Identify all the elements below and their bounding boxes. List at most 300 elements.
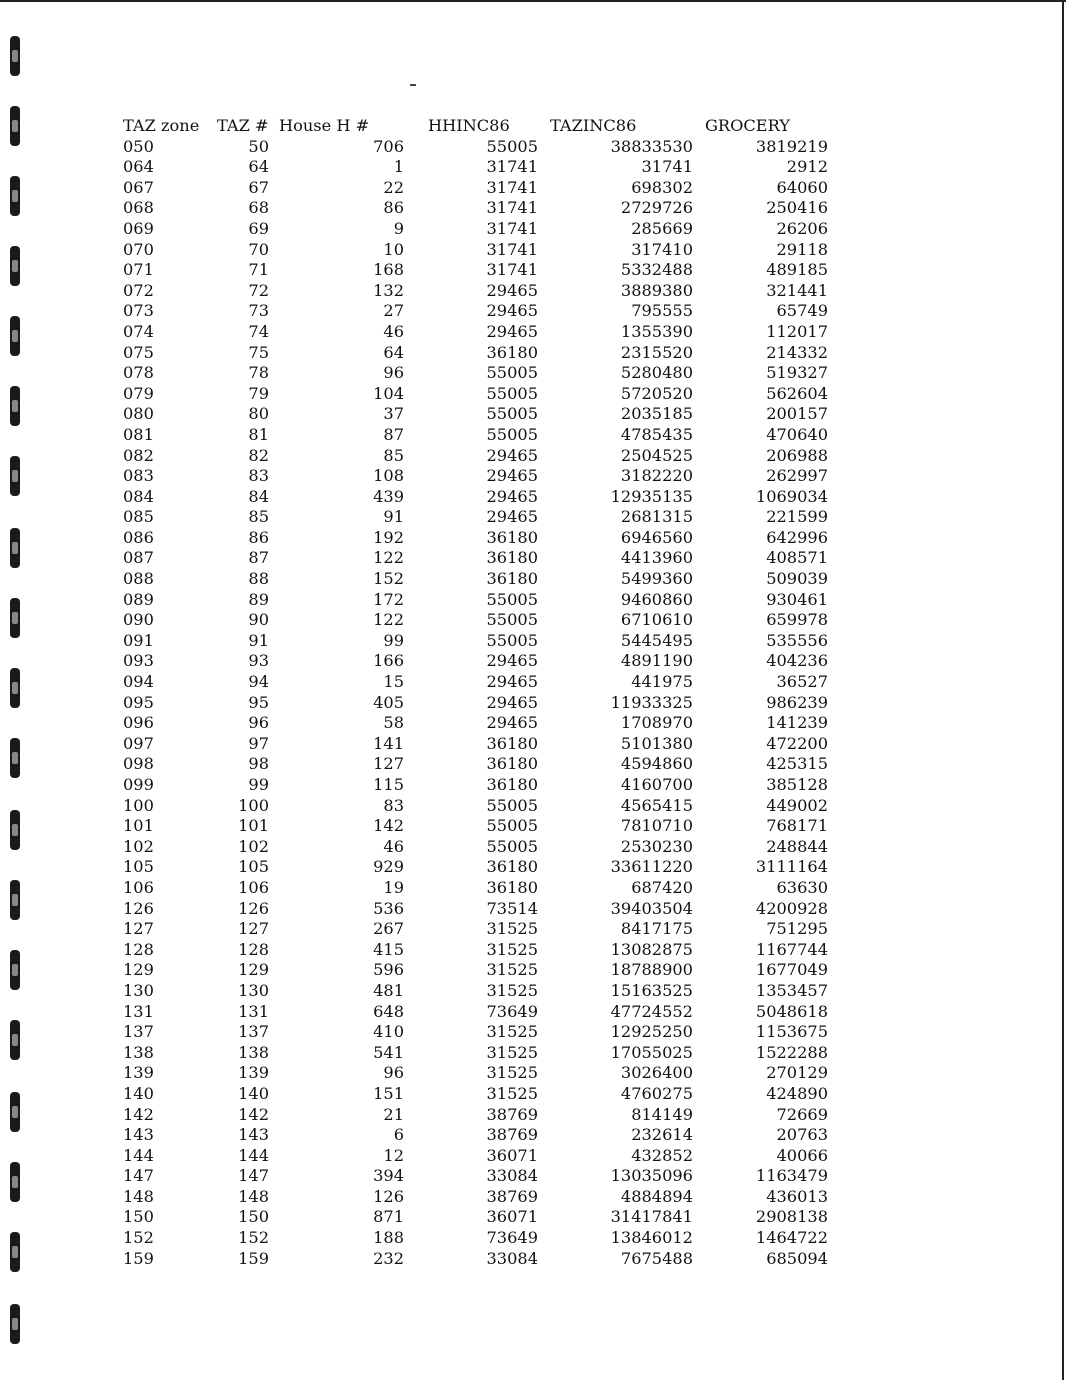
cell-taz-zone: 099 bbox=[123, 775, 154, 794]
table-row bbox=[110, 1002, 840, 1023]
cell-hhinc86: 55005 bbox=[486, 589, 538, 609]
cell-grocery: 1677049 bbox=[755, 960, 828, 980]
cell-house: 536 bbox=[373, 898, 404, 918]
cell-hhinc86: 36180 bbox=[486, 877, 538, 897]
cell-tazinc86: 33611220 bbox=[610, 857, 693, 877]
cell-grocery: 221599 bbox=[766, 507, 828, 527]
cell-taz-num: 72 bbox=[248, 280, 269, 300]
cell-taz-num: 67 bbox=[248, 177, 269, 197]
cell-grocery: 270129 bbox=[766, 1063, 828, 1083]
cell-grocery: 408571 bbox=[766, 548, 828, 568]
cell-tazinc86: 698302 bbox=[631, 177, 693, 197]
cell-house: 541 bbox=[373, 1042, 404, 1062]
cell-tazinc86: 18788900 bbox=[610, 960, 693, 980]
table-row bbox=[110, 734, 840, 755]
punch-hole bbox=[10, 668, 20, 708]
cell-hhinc86: 36180 bbox=[486, 548, 538, 568]
cell-taz-zone: 159 bbox=[123, 1248, 154, 1268]
cell-tazinc86: 317410 bbox=[631, 239, 693, 259]
cell-grocery: 1464722 bbox=[755, 1228, 828, 1248]
table-row bbox=[110, 137, 840, 158]
cell-taz-zone: 147 bbox=[123, 1166, 154, 1186]
cell-hhinc86: 55005 bbox=[486, 404, 538, 424]
cell-taz-zone: 070 bbox=[123, 239, 154, 259]
cell-taz-zone: 138 bbox=[123, 1042, 154, 1062]
punch-hole bbox=[10, 456, 20, 496]
table-row bbox=[110, 548, 840, 569]
cell-grocery: 321441 bbox=[766, 280, 828, 300]
cell-house: 86 bbox=[383, 198, 404, 218]
cell-house: 37 bbox=[383, 404, 404, 424]
punch-hole bbox=[10, 810, 20, 850]
cell-hhinc86: 29465 bbox=[486, 445, 538, 465]
cell-grocery: 26206 bbox=[776, 218, 828, 238]
table-row bbox=[110, 672, 840, 693]
cell-tazinc86: 38833530 bbox=[610, 136, 693, 156]
cell-tazinc86: 31417841 bbox=[610, 1207, 693, 1227]
cell-taz-zone: 068 bbox=[123, 198, 154, 218]
punch-hole bbox=[10, 386, 20, 426]
cell-grocery: 200157 bbox=[766, 404, 828, 424]
cell-taz-num: 91 bbox=[248, 630, 269, 650]
cell-hhinc86: 31525 bbox=[486, 1063, 538, 1083]
cell-grocery: 562604 bbox=[766, 383, 828, 403]
page-right-edge bbox=[1062, 0, 1064, 1380]
table-row bbox=[110, 425, 840, 446]
cell-taz-num: 94 bbox=[248, 672, 269, 692]
cell-grocery: 449002 bbox=[766, 795, 828, 815]
cell-grocery: 141239 bbox=[766, 713, 828, 733]
cell-tazinc86: 285669 bbox=[631, 218, 693, 238]
cell-taz-zone: 100 bbox=[123, 795, 154, 815]
cell-house: 85 bbox=[383, 445, 404, 465]
table-row bbox=[110, 260, 840, 281]
cell-house: 46 bbox=[383, 836, 404, 856]
table-row bbox=[110, 651, 840, 672]
data-table bbox=[110, 116, 840, 1269]
header-taz-num: TAZ # bbox=[217, 116, 269, 135]
cell-taz-num: 127 bbox=[238, 919, 269, 939]
table-row bbox=[110, 919, 840, 940]
cell-tazinc86: 13035096 bbox=[610, 1166, 693, 1186]
cell-house: 172 bbox=[373, 589, 404, 609]
cell-tazinc86: 9460860 bbox=[620, 589, 693, 609]
cell-grocery: 112017 bbox=[766, 321, 828, 341]
cell-tazinc86: 15163525 bbox=[610, 980, 693, 1000]
cell-taz-num: 101 bbox=[238, 816, 269, 836]
cell-hhinc86: 31525 bbox=[486, 919, 538, 939]
cell-taz-num: 82 bbox=[248, 445, 269, 465]
cell-taz-num: 83 bbox=[248, 466, 269, 486]
cell-taz-zone: 102 bbox=[123, 836, 154, 856]
cell-tazinc86: 6710610 bbox=[620, 610, 693, 630]
table-row bbox=[110, 487, 840, 508]
cell-taz-zone: 067 bbox=[123, 177, 154, 197]
cell-house: 132 bbox=[373, 280, 404, 300]
punch-hole bbox=[10, 246, 20, 286]
cell-taz-num: 102 bbox=[238, 836, 269, 856]
cell-taz-num: 96 bbox=[248, 713, 269, 733]
cell-taz-num: 71 bbox=[248, 260, 269, 280]
cell-hhinc86: 38769 bbox=[486, 1104, 538, 1124]
punch-hole bbox=[10, 316, 20, 356]
cell-grocery: 385128 bbox=[766, 775, 828, 794]
cell-tazinc86: 2035185 bbox=[620, 404, 693, 424]
cell-taz-zone: 088 bbox=[123, 569, 154, 589]
table-header-row bbox=[110, 116, 840, 137]
cell-house: 142 bbox=[373, 816, 404, 836]
cell-hhinc86: 36180 bbox=[486, 775, 538, 794]
cell-tazinc86: 2681315 bbox=[620, 507, 693, 527]
cell-taz-zone: 126 bbox=[123, 898, 154, 918]
cell-hhinc86: 29465 bbox=[486, 507, 538, 527]
cell-hhinc86: 31525 bbox=[486, 1083, 538, 1103]
cell-taz-num: 128 bbox=[238, 939, 269, 959]
cell-taz-zone: 097 bbox=[123, 733, 154, 753]
cell-hhinc86: 55005 bbox=[486, 383, 538, 403]
cell-hhinc86: 73649 bbox=[486, 1001, 538, 1021]
cell-hhinc86: 55005 bbox=[486, 836, 538, 856]
cell-taz-num: 99 bbox=[248, 775, 269, 794]
cell-taz-num: 150 bbox=[238, 1207, 269, 1227]
cell-hhinc86: 36180 bbox=[486, 857, 538, 877]
cell-taz-num: 142 bbox=[238, 1104, 269, 1124]
cell-tazinc86: 2504525 bbox=[620, 445, 693, 465]
cell-tazinc86: 2530230 bbox=[620, 836, 693, 856]
cell-taz-num: 88 bbox=[248, 569, 269, 589]
cell-tazinc86: 12935135 bbox=[610, 486, 693, 506]
cell-tazinc86: 47724552 bbox=[610, 1001, 693, 1021]
cell-taz-zone: 152 bbox=[123, 1228, 154, 1248]
cell-grocery: 65749 bbox=[776, 301, 828, 321]
cell-hhinc86: 36180 bbox=[486, 569, 538, 589]
table-row bbox=[110, 1105, 840, 1126]
cell-taz-zone: 150 bbox=[123, 1207, 154, 1227]
cell-taz-num: 147 bbox=[238, 1166, 269, 1186]
cell-grocery: 1163479 bbox=[755, 1166, 828, 1186]
cell-hhinc86: 55005 bbox=[486, 795, 538, 815]
punch-hole bbox=[10, 176, 20, 216]
cell-house: 91 bbox=[383, 507, 404, 527]
cell-house: 192 bbox=[373, 527, 404, 547]
cell-taz-num: 70 bbox=[248, 239, 269, 259]
cell-hhinc86: 29465 bbox=[486, 713, 538, 733]
cell-house: 58 bbox=[383, 713, 404, 733]
cell-hhinc86: 31525 bbox=[486, 1022, 538, 1042]
cell-grocery: 470640 bbox=[766, 424, 828, 444]
cell-tazinc86: 5720520 bbox=[620, 383, 693, 403]
cell-tazinc86: 7675488 bbox=[620, 1248, 693, 1268]
cell-taz-zone: 078 bbox=[123, 363, 154, 383]
cell-hhinc86: 36180 bbox=[486, 342, 538, 362]
binder-punch-holes bbox=[4, 0, 24, 1380]
cell-house: 596 bbox=[373, 960, 404, 980]
cell-tazinc86: 4565415 bbox=[620, 795, 693, 815]
cell-tazinc86: 3026400 bbox=[620, 1063, 693, 1083]
header-tazinc86: TAZINC86 bbox=[550, 116, 637, 135]
cell-hhinc86: 31741 bbox=[486, 198, 538, 218]
cell-house: 232 bbox=[373, 1248, 404, 1268]
cell-taz-zone: 082 bbox=[123, 445, 154, 465]
cell-grocery: 2912 bbox=[786, 157, 828, 177]
table-row bbox=[110, 857, 840, 878]
header-taz-zone: TAZ zone bbox=[123, 116, 200, 135]
punch-hole bbox=[10, 528, 20, 568]
table-row bbox=[110, 1125, 840, 1146]
table-row bbox=[110, 507, 840, 528]
cell-hhinc86: 31525 bbox=[486, 960, 538, 980]
cell-tazinc86: 3182220 bbox=[620, 466, 693, 486]
cell-house: 64 bbox=[383, 342, 404, 362]
cell-taz-zone: 091 bbox=[123, 630, 154, 650]
cell-hhinc86: 31741 bbox=[486, 177, 538, 197]
cell-hhinc86: 31525 bbox=[486, 1042, 538, 1062]
cell-taz-num: 78 bbox=[248, 363, 269, 383]
table-row bbox=[110, 775, 840, 796]
cell-grocery: 72669 bbox=[776, 1104, 828, 1124]
cell-house: 83 bbox=[383, 795, 404, 815]
cell-tazinc86: 17055025 bbox=[610, 1042, 693, 1062]
cell-taz-num: 74 bbox=[248, 321, 269, 341]
table-row bbox=[110, 384, 840, 405]
cell-taz-num: 143 bbox=[238, 1125, 269, 1145]
cell-grocery: 36527 bbox=[776, 672, 828, 692]
table-row bbox=[110, 1043, 840, 1064]
cell-hhinc86: 55005 bbox=[486, 363, 538, 383]
cell-taz-num: 50 bbox=[248, 136, 269, 156]
cell-taz-zone: 127 bbox=[123, 919, 154, 939]
cell-taz-zone: 144 bbox=[123, 1145, 154, 1165]
cell-house: 115 bbox=[373, 775, 404, 794]
cell-grocery: 20763 bbox=[776, 1125, 828, 1145]
cell-grocery: 986239 bbox=[766, 692, 828, 712]
cell-taz-num: 80 bbox=[248, 404, 269, 424]
cell-hhinc86: 73649 bbox=[486, 1228, 538, 1248]
cell-taz-num: 64 bbox=[248, 157, 269, 177]
cell-taz-num: 152 bbox=[238, 1228, 269, 1248]
cell-hhinc86: 31741 bbox=[486, 239, 538, 259]
table-row bbox=[110, 1063, 840, 1084]
cell-hhinc86: 29465 bbox=[486, 466, 538, 486]
cell-hhinc86: 36180 bbox=[486, 733, 538, 753]
table-row bbox=[110, 528, 840, 549]
cell-grocery: 206988 bbox=[766, 445, 828, 465]
cell-grocery: 5048618 bbox=[755, 1001, 828, 1021]
cell-hhinc86: 29465 bbox=[486, 280, 538, 300]
cell-taz-num: 69 bbox=[248, 218, 269, 238]
cell-taz-zone: 064 bbox=[123, 157, 154, 177]
cell-grocery: 248844 bbox=[766, 836, 828, 856]
cell-tazinc86: 4413960 bbox=[620, 548, 693, 568]
cell-grocery: 472200 bbox=[766, 733, 828, 753]
cell-taz-zone: 105 bbox=[123, 857, 154, 877]
cell-tazinc86: 31741 bbox=[641, 157, 693, 177]
table-row bbox=[110, 1084, 840, 1105]
cell-taz-zone: 073 bbox=[123, 301, 154, 321]
cell-taz-zone: 096 bbox=[123, 713, 154, 733]
cell-house: 46 bbox=[383, 321, 404, 341]
cell-house: 96 bbox=[383, 1063, 404, 1083]
cell-taz-zone: 106 bbox=[123, 877, 154, 897]
cell-house: 267 bbox=[373, 919, 404, 939]
header-grocery: GROCERY bbox=[705, 116, 790, 135]
cell-taz-num: 95 bbox=[248, 692, 269, 712]
table-row bbox=[110, 157, 840, 178]
table-row bbox=[110, 1022, 840, 1043]
cell-taz-num: 86 bbox=[248, 527, 269, 547]
cell-house: 151 bbox=[373, 1083, 404, 1103]
cell-taz-num: 138 bbox=[238, 1042, 269, 1062]
table-row bbox=[110, 343, 840, 364]
cell-taz-zone: 084 bbox=[123, 486, 154, 506]
cell-taz-num: 73 bbox=[248, 301, 269, 321]
cell-house: 6 bbox=[393, 1125, 404, 1145]
cell-hhinc86: 55005 bbox=[486, 136, 538, 156]
cell-house: 12 bbox=[383, 1145, 404, 1165]
table-row bbox=[110, 899, 840, 920]
cell-taz-zone: 140 bbox=[123, 1083, 154, 1103]
table-row bbox=[110, 837, 840, 858]
cell-taz-zone: 093 bbox=[123, 651, 154, 671]
cell-grocery: 519327 bbox=[766, 363, 828, 383]
punch-hole bbox=[10, 106, 20, 146]
cell-tazinc86: 1708970 bbox=[620, 713, 693, 733]
cell-house: 15 bbox=[383, 672, 404, 692]
cell-tazinc86: 13082875 bbox=[610, 939, 693, 959]
cell-taz-zone: 081 bbox=[123, 424, 154, 444]
table-row bbox=[110, 1146, 840, 1167]
table-row bbox=[110, 754, 840, 775]
table-row bbox=[110, 198, 840, 219]
cell-tazinc86: 5499360 bbox=[620, 569, 693, 589]
cell-tazinc86: 5280480 bbox=[620, 363, 693, 383]
cell-taz-num: 139 bbox=[238, 1063, 269, 1083]
cell-hhinc86: 36071 bbox=[486, 1145, 538, 1165]
cell-tazinc86: 795555 bbox=[631, 301, 693, 321]
cell-taz-num: 90 bbox=[248, 610, 269, 630]
cell-tazinc86: 4785435 bbox=[620, 424, 693, 444]
cell-house: 394 bbox=[373, 1166, 404, 1186]
cell-grocery: 2908138 bbox=[755, 1207, 828, 1227]
cell-taz-num: 137 bbox=[238, 1022, 269, 1042]
cell-house: 871 bbox=[373, 1207, 404, 1227]
cell-grocery: 509039 bbox=[766, 569, 828, 589]
cell-taz-zone: 086 bbox=[123, 527, 154, 547]
cell-grocery: 1353457 bbox=[755, 980, 828, 1000]
cell-house: 648 bbox=[373, 1001, 404, 1021]
cell-grocery: 642996 bbox=[766, 527, 828, 547]
cell-house: 104 bbox=[373, 383, 404, 403]
table-row bbox=[110, 631, 840, 652]
cell-grocery: 4200928 bbox=[755, 898, 828, 918]
header-house: House H # bbox=[279, 116, 370, 135]
cell-hhinc86: 55005 bbox=[486, 610, 538, 630]
cell-house: 405 bbox=[373, 692, 404, 712]
cell-tazinc86: 5445495 bbox=[620, 630, 693, 650]
cell-grocery: 404236 bbox=[766, 651, 828, 671]
table-row bbox=[110, 796, 840, 817]
cell-tazinc86: 5332488 bbox=[620, 260, 693, 280]
table-row bbox=[110, 878, 840, 899]
table-row bbox=[110, 569, 840, 590]
cell-hhinc86: 31741 bbox=[486, 157, 538, 177]
cell-grocery: 63630 bbox=[776, 877, 828, 897]
cell-grocery: 751295 bbox=[766, 919, 828, 939]
cell-taz-zone: 095 bbox=[123, 692, 154, 712]
cell-tazinc86: 3889380 bbox=[620, 280, 693, 300]
punch-hole bbox=[10, 1304, 20, 1344]
cell-grocery: 64060 bbox=[776, 177, 828, 197]
cell-taz-zone: 131 bbox=[123, 1001, 154, 1021]
cell-taz-num: 79 bbox=[248, 383, 269, 403]
cell-tazinc86: 687420 bbox=[631, 877, 693, 897]
cell-hhinc86: 55005 bbox=[486, 630, 538, 650]
cell-taz-zone: 050 bbox=[123, 136, 154, 156]
table-row bbox=[110, 940, 840, 961]
cell-taz-num: 105 bbox=[238, 857, 269, 877]
punch-hole bbox=[10, 36, 20, 76]
cell-taz-num: 89 bbox=[248, 589, 269, 609]
cell-tazinc86: 432852 bbox=[631, 1145, 693, 1165]
cell-house: 152 bbox=[373, 569, 404, 589]
page-top-edge bbox=[0, 0, 1066, 2]
cell-taz-zone: 079 bbox=[123, 383, 154, 403]
cell-house: 706 bbox=[373, 136, 404, 156]
cell-tazinc86: 39403504 bbox=[610, 898, 693, 918]
table-row bbox=[110, 693, 840, 714]
punch-hole bbox=[10, 1162, 20, 1202]
cell-hhinc86: 31525 bbox=[486, 939, 538, 959]
cell-taz-zone: 139 bbox=[123, 1063, 154, 1083]
table-row bbox=[110, 281, 840, 302]
punch-hole bbox=[10, 598, 20, 638]
cell-taz-zone: 071 bbox=[123, 260, 154, 280]
cell-taz-num: 85 bbox=[248, 507, 269, 527]
cell-tazinc86: 441975 bbox=[631, 672, 693, 692]
cell-house: 168 bbox=[373, 260, 404, 280]
cell-tazinc86: 4594860 bbox=[620, 754, 693, 774]
cell-tazinc86: 232614 bbox=[631, 1125, 693, 1145]
cell-taz-num: 98 bbox=[248, 754, 269, 774]
cell-tazinc86: 4884894 bbox=[620, 1186, 693, 1206]
cell-grocery: 3819219 bbox=[755, 136, 828, 156]
cell-taz-num: 106 bbox=[238, 877, 269, 897]
cell-grocery: 262997 bbox=[766, 466, 828, 486]
table-row bbox=[110, 1228, 840, 1249]
cell-taz-zone: 101 bbox=[123, 816, 154, 836]
cell-house: 1 bbox=[393, 157, 404, 177]
cell-house: 415 bbox=[373, 939, 404, 959]
table-body bbox=[110, 137, 840, 1270]
cell-house: 10 bbox=[383, 239, 404, 259]
cell-house: 188 bbox=[373, 1228, 404, 1248]
cell-hhinc86: 29465 bbox=[486, 301, 538, 321]
cell-house: 166 bbox=[373, 651, 404, 671]
cell-grocery: 1167744 bbox=[755, 939, 828, 959]
cell-tazinc86: 6946560 bbox=[620, 527, 693, 547]
cell-grocery: 659978 bbox=[766, 610, 828, 630]
cell-hhinc86: 29465 bbox=[486, 321, 538, 341]
table-row bbox=[110, 219, 840, 240]
cell-house: 21 bbox=[383, 1104, 404, 1124]
cell-tazinc86: 4160700 bbox=[620, 775, 693, 794]
cell-taz-num: 130 bbox=[238, 980, 269, 1000]
cell-taz-zone: 085 bbox=[123, 507, 154, 527]
cell-hhinc86: 31741 bbox=[486, 260, 538, 280]
cell-hhinc86: 36071 bbox=[486, 1207, 538, 1227]
cell-taz-num: 75 bbox=[248, 342, 269, 362]
cell-house: 27 bbox=[383, 301, 404, 321]
